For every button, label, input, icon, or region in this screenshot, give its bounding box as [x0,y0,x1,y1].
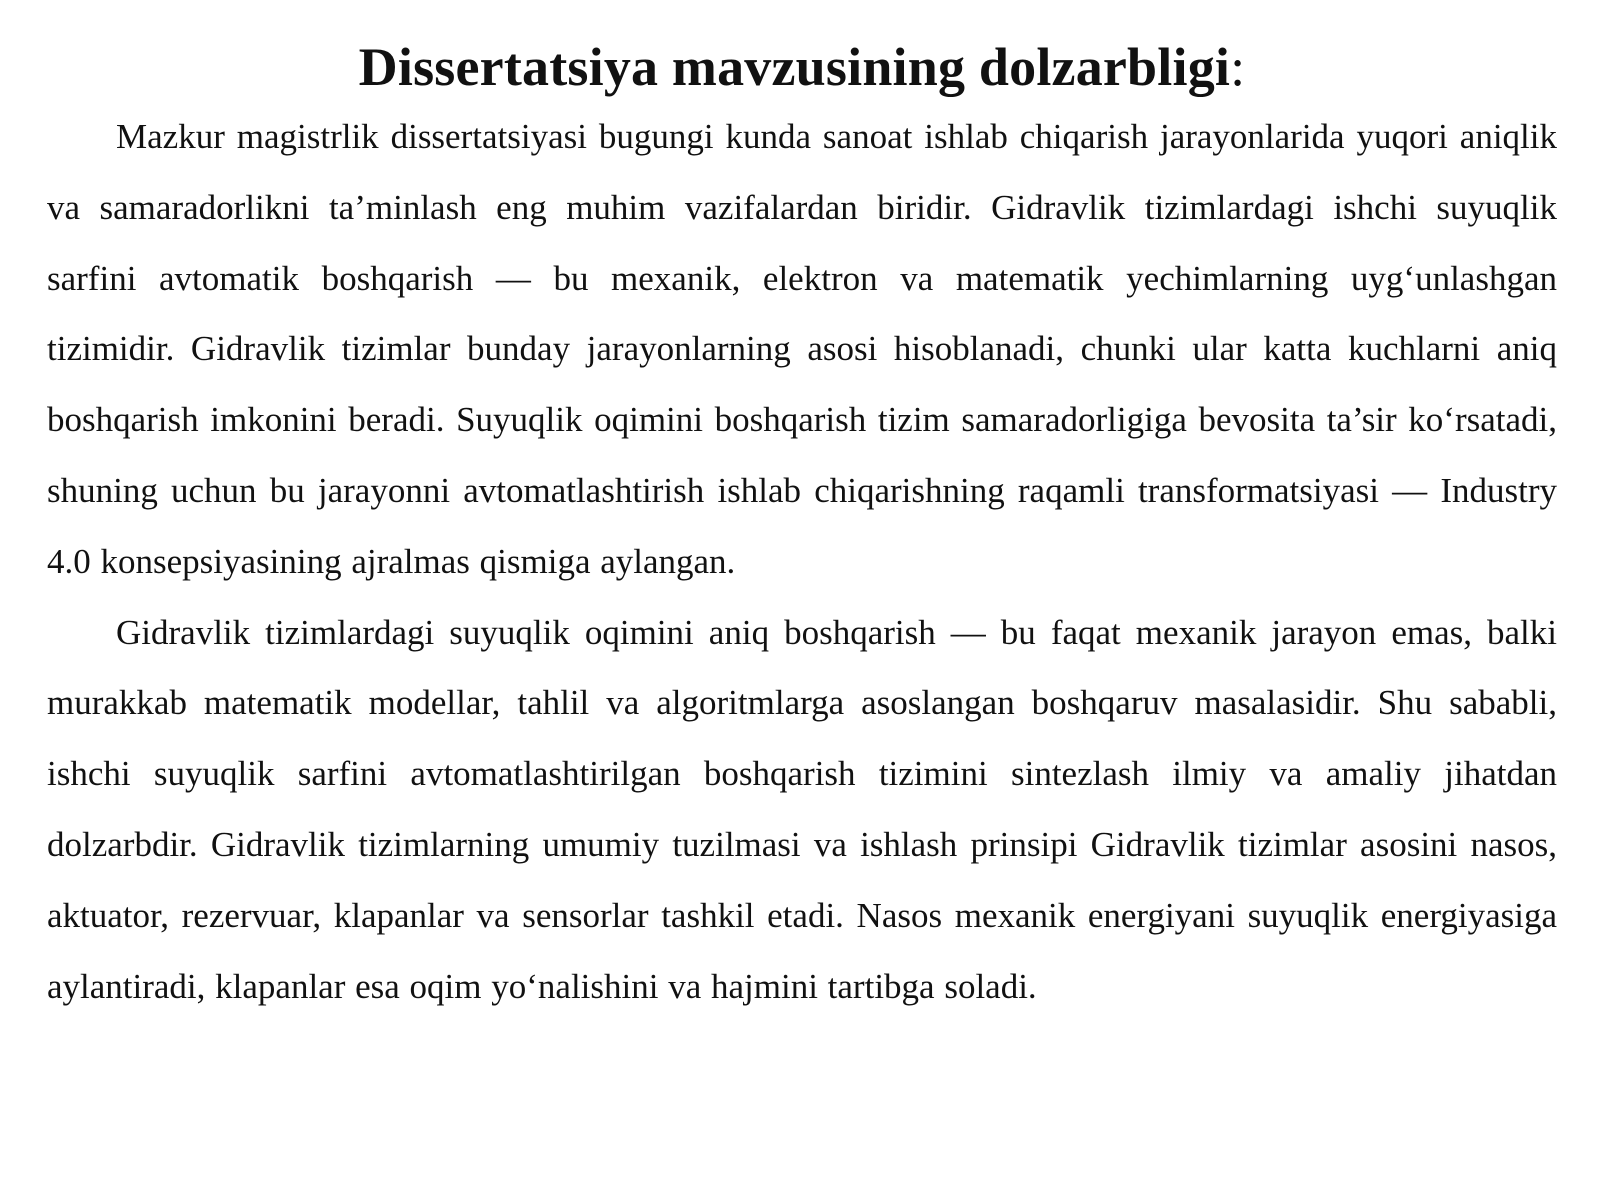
paragraph-2: Gidravlik tizimlardagi suyuqlik oqimini aniq boshqarish — bu faqat mexanik jarayon emas, balki murakkab matematik modellar, tahlil va algoritmlarga asoslangan boshqaruv masalasidir. Shu sababli, ishchi suyuqlik sarfini avtomatlashtirilgan boshqarish tizimini sintezlash ilmiy va amaliy jihatdan dolzarbdir. Gidravlik tizimlarning umumiy tuzilmasi va ishlash prinsipi Gidravlik tizimlar asosini nasos, aktuator, rezervuar, klapanlar va sensorlar tashkil etadi. Nasos mexanik energiyani suyuqlik energiyasiga aylantiradi, klapanlar esa oqim yo‘nalishini va hajmini tartibga soladi. [47,612,1557,1006]
title-text: Dissertatsiya mavzusining dolzarbligi [358,37,1231,97]
document-page [47,34,1557,1022]
paragraph-1: Mazkur magistrlik dissertatsiyasi bugungi kunda sanoat ishlab chiqarish jarayonlarida yuqori aniqlik va samaradorlikni ta’minlash eng muhim vazifalardan biridir. Gidravlik tizimlardagi ishchi suyuqlik sarfini avtomatik boshqarish — bu mexanik, elektron va matematik yechimlarning uyg‘unlashgan tizimidir. Gidravlik tizimlar bunday jarayonlarning asosi hisoblanadi, chunki ular katta kuchlarni aniq boshqarish imkonini beradi. Suyuqlik oqimini boshqarish tizim samaradorligiga bevosita ta’sir ko‘rsatadi, shuning uchun bu jarayonni avtomatlashtirish ishlab chiqarishning raqamli transformatsiyasi — Industry 4.0 konsepsiyasining ajralmas qismiga aylangan. [47,117,1557,581]
title-colon: : [1230,37,1246,97]
document-title [47,34,1557,100]
